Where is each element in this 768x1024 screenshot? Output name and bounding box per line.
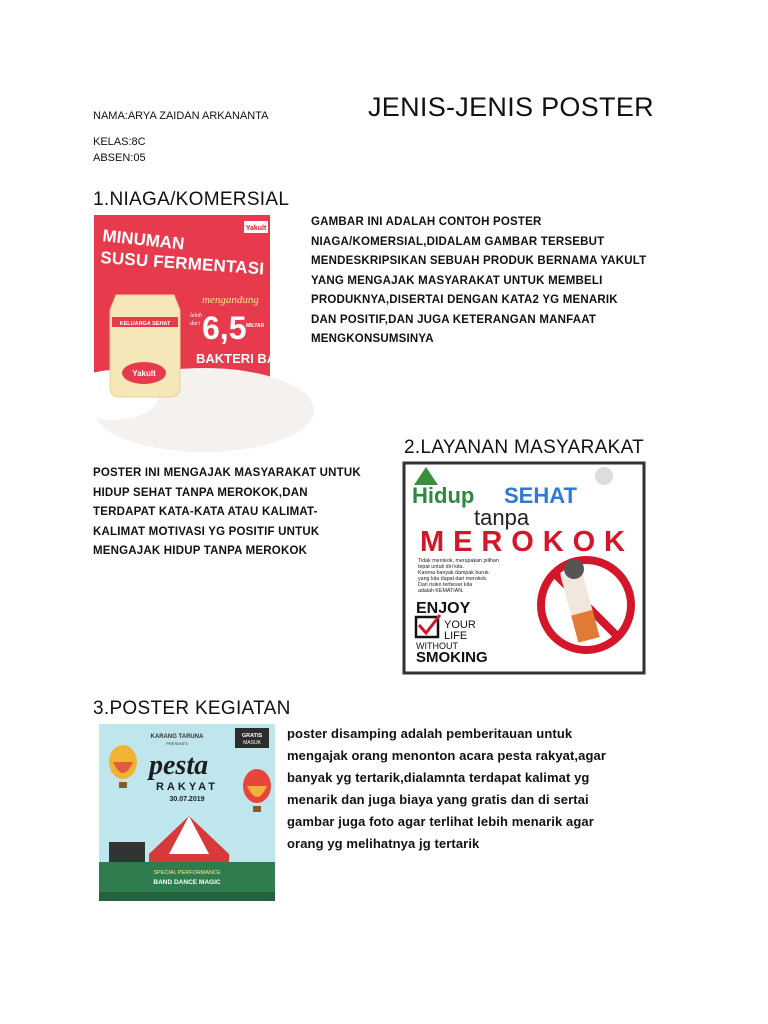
description-line: NIAGA/KOMERSIAL,DIDALAM GAMBAR TERSEBUT bbox=[311, 235, 605, 248]
description-line: MENGKONSUMSINYA bbox=[311, 333, 434, 345]
svg-text:tepat untuk diri kita.: tepat untuk diri kita. bbox=[418, 564, 464, 570]
student-number: ABSEN:05 bbox=[93, 152, 146, 164]
section-heading-niaga: 1.NIAGA/KOMERSIAL bbox=[93, 189, 290, 210]
emblem-icon bbox=[595, 467, 613, 485]
poster-hidup: Hidup bbox=[412, 483, 475, 508]
svg-text:Yakult: Yakult bbox=[132, 369, 156, 378]
section-heading-layanan: 2.LAYANAN MASYARAKAT bbox=[404, 437, 645, 458]
page-title: JENIS-JENIS POSTER bbox=[368, 92, 654, 122]
poster-life: LIFE bbox=[444, 630, 468, 642]
description-line: POSTER INI MENGAJAK MASYARAKAT UNTUK bbox=[93, 467, 361, 479]
section-heading-kegiatan: 3.POSTER KEGIATAN bbox=[93, 698, 291, 719]
description-line: HIDUP SEHAT TANPA MEROKOK,DAN bbox=[93, 486, 308, 499]
pesta-gratis: GRATIS bbox=[241, 733, 263, 739]
student-class: KELAS:8C bbox=[93, 136, 146, 148]
description-line: orang yg melihatnya jg tertarik bbox=[287, 836, 480, 851]
poster-smoking: SMOKING bbox=[416, 649, 488, 666]
yakult-number: 6,5 bbox=[202, 310, 247, 346]
description-line: banyak yg tertarik,dialamnta terdapat kalimat yg bbox=[287, 770, 590, 785]
description-line: GAMBAR INI ADALAH CONTOH POSTER bbox=[311, 216, 542, 228]
poster-without: WITHOUT bbox=[416, 641, 458, 651]
yakult-brand-label: Yakult bbox=[245, 225, 267, 232]
description-line: PRODUKNYA,DISERTAI DENGAN KATA2 YG MENARIK bbox=[311, 294, 618, 306]
yakult-bottle-icon bbox=[110, 295, 180, 397]
yakult-milyar: MILYAR bbox=[246, 323, 265, 329]
svg-text:adalah KEMATIAN.: adalah KEMATIAN. bbox=[418, 588, 464, 594]
svg-text:Tidak merokok, merupakan pilih: Tidak merokok, merupakan pilihan bbox=[418, 558, 499, 564]
poster-merokok: MEROKOK bbox=[420, 526, 625, 558]
yakult-poster-image bbox=[94, 215, 290, 408]
pesta-presents: PRESENTS bbox=[166, 741, 188, 746]
yakult-mengandung: mengandung bbox=[202, 294, 259, 306]
svg-text:Dari risiko terbesar kita: Dari risiko terbesar kita bbox=[418, 582, 473, 588]
yakult-lebih: lebih bbox=[190, 313, 202, 319]
yakult-dari: dari bbox=[190, 321, 201, 327]
svg-text:Karena banyak dampak buruk: Karena banyak dampak buruk bbox=[418, 570, 489, 576]
no-smoking-poster-image bbox=[404, 463, 644, 673]
section-kegiatan-description bbox=[287, 723, 606, 855]
poster-enjoy: ENJOY bbox=[416, 600, 471, 617]
description-line: KALIMAT MOTIVASI YG POSITIF UNTUK bbox=[93, 525, 320, 538]
yakult-bakteri: BAKTERI BAIK bbox=[196, 351, 290, 366]
pesta-masuk: MASUK bbox=[243, 740, 261, 746]
section-layanan-description bbox=[93, 464, 361, 562]
svg-text:yang kita dapat dari merokok.: yang kita dapat dari merokok. bbox=[418, 576, 488, 582]
description-line: MENGAJAK HIDUP TANPA MEROKOK bbox=[93, 545, 308, 557]
pesta-date: 30.07.2019 bbox=[169, 796, 205, 803]
yakult-headline-1: MINUMAN bbox=[101, 226, 186, 254]
poster-sehat: SEHAT bbox=[504, 483, 577, 508]
section-niaga-description bbox=[311, 213, 646, 350]
yakult-headline-2: SUSU FERMENTASI bbox=[99, 248, 265, 279]
pesta-title: pesta bbox=[149, 750, 209, 781]
description-line: DAN POSITIF,DAN JUGA KETERANGAN MANFAAT bbox=[311, 313, 597, 326]
pesta-acts: BAND DANCE MAGIC bbox=[153, 879, 221, 886]
description-line: menarik dan juga biaya yang gratis dan di sertai bbox=[287, 792, 589, 807]
description-line: poster disamping adalah pemberitauan untuk bbox=[287, 726, 573, 741]
description-line: TERDAPAT KATA-KATA ATAU KALIMAT- bbox=[93, 506, 318, 518]
description-line: gambar juga foto agar terlihat lebih menarik agar bbox=[287, 814, 594, 829]
description-line: YANG MENGAJAK MASYARAKAT UNTUK MEMBELI bbox=[311, 274, 603, 287]
poster-tanpa: tanpa bbox=[474, 505, 530, 530]
student-name: NAMA:ARYA ZAIDAN ARKANANTA bbox=[93, 110, 269, 122]
pesta-special: SPECIAL PERFORMANCE bbox=[153, 870, 221, 876]
pesta-rakyat-label: RAKYAT bbox=[155, 781, 219, 793]
poster-your: YOUR bbox=[444, 619, 476, 631]
yakult-keluarga: KELUARGA SEHAT bbox=[119, 321, 171, 327]
description-line: mengajak orang menonton acara pesta rakyat,agar bbox=[287, 748, 606, 763]
pesta-rakyat-poster-image bbox=[99, 724, 275, 901]
pesta-org: KARANG TARUNA bbox=[150, 734, 204, 740]
description-line: MENDESKRIPSIKAN SEBUAH PRODUK BERNAMA YAKULT bbox=[311, 255, 647, 267]
